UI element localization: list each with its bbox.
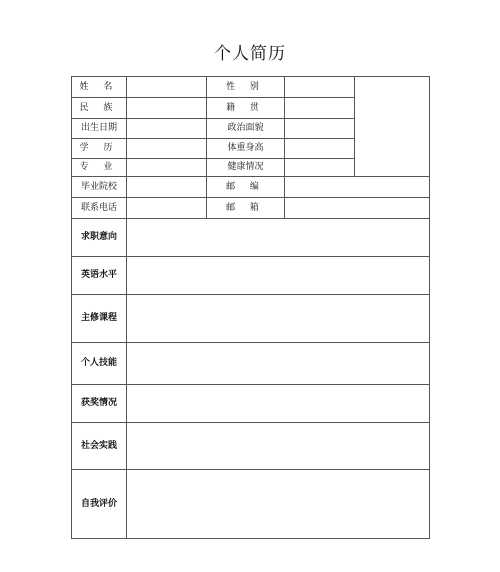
self-evaluation-content[interactable] [127, 470, 430, 539]
self-evaluation-label: 自我评价 [72, 470, 127, 539]
ethnicity-value[interactable] [127, 98, 207, 119]
school-value[interactable] [127, 177, 207, 198]
school-label: 毕业院校 [72, 177, 127, 198]
phone-value[interactable] [127, 198, 207, 219]
birth-date-label: 出生日期 [72, 119, 127, 139]
height-weight-label: 体重身高 [207, 139, 285, 159]
email-label: 邮 箱 [207, 198, 285, 219]
section-row-self-evaluation [72, 470, 430, 539]
section-row-english-level [72, 257, 430, 295]
english-level-label: 英语水平 [72, 257, 127, 295]
native-place-value[interactable] [285, 98, 355, 119]
section-row-social-practice [72, 423, 430, 470]
phone-label: 联系电话 [72, 198, 127, 219]
section-row-skills [72, 343, 430, 385]
page-title: 个人简历 [214, 44, 286, 64]
native-place-label: 籍 贯 [207, 98, 285, 119]
row-name [72, 77, 430, 98]
postal-code-label: 邮 编 [207, 177, 285, 198]
major-value[interactable] [127, 159, 207, 177]
education-label: 学 历 [72, 139, 127, 159]
birth-date-value[interactable] [127, 119, 207, 139]
health-value[interactable] [285, 159, 355, 177]
photo-box[interactable] [355, 77, 430, 177]
email-value[interactable] [285, 198, 430, 219]
height-weight-value[interactable] [285, 139, 355, 159]
courses-content[interactable] [127, 295, 430, 343]
job-intention-label: 求职意向 [72, 219, 127, 257]
major-label: 专 业 [72, 159, 127, 177]
section-row-awards [72, 385, 430, 423]
gender-value[interactable] [285, 77, 355, 98]
courses-label: 主修课程 [72, 295, 127, 343]
job-intention-content[interactable] [127, 219, 430, 257]
social-practice-label: 社会实践 [72, 423, 127, 470]
gender-label: 性 别 [207, 77, 285, 98]
row-phone [72, 198, 430, 219]
health-label: 健康情况 [207, 159, 285, 177]
awards-label: 获奖情况 [72, 385, 127, 423]
ethnicity-label: 民 族 [72, 98, 127, 119]
name-value[interactable] [127, 77, 207, 98]
social-practice-content[interactable] [127, 423, 430, 470]
education-value[interactable] [127, 139, 207, 159]
resume-table [71, 76, 430, 539]
section-row-courses [72, 295, 430, 343]
section-row-job-intention [72, 219, 430, 257]
political-status-label: 政治面貌 [207, 119, 285, 139]
skills-content[interactable] [127, 343, 430, 385]
english-level-content[interactable] [127, 257, 430, 295]
name-label: 姓 名 [72, 77, 127, 98]
awards-content[interactable] [127, 385, 430, 423]
postal-code-value[interactable] [285, 177, 430, 198]
political-status-value[interactable] [285, 119, 355, 139]
row-school [72, 177, 430, 198]
skills-label: 个人技能 [72, 343, 127, 385]
